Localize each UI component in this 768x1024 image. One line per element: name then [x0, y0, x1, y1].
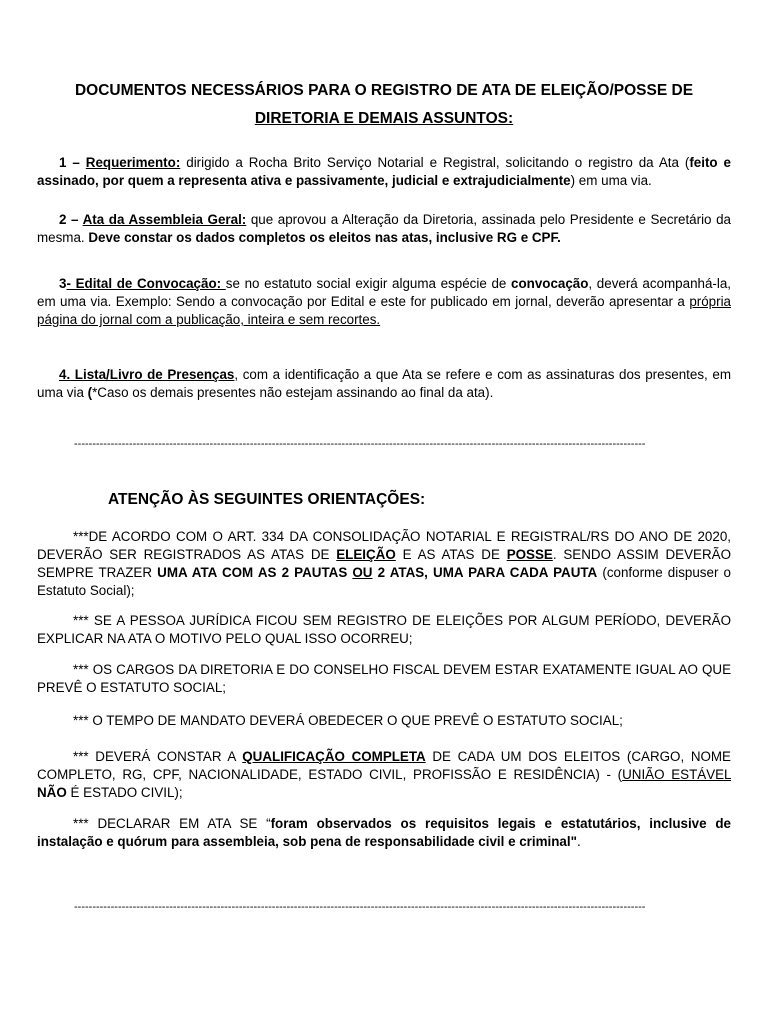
item-4-bold-paren: (: [87, 385, 93, 400]
item-3-underlined-text: própria página do jornal com a publicação, inteira e sem recortes.: [37, 294, 731, 327]
orientation-1-text-3: . SENDO ASSIM DEVERÃO SEMPRE TRAZER: [37, 547, 731, 580]
orientation-6-bold: foram observados os requisitos legais e estatutários, inclusive de instalação e quórum para assembleia, sob pena de responsabilidade civil e criminal": [37, 816, 731, 849]
item-3-text: se no estatuto social exigir alguma espécie de: [225, 276, 512, 291]
orientation-1-bold-2: 2 ATAS, UMA PARA CADA PAUTA: [372, 565, 598, 580]
orientation-5-nao: NÃO: [37, 785, 67, 800]
item-lista-presencas: [37, 366, 731, 402]
item-2-text: que aprovou a Alteração da Diretoria, assinada pelo Presidente e Secretário da mesma.: [37, 212, 731, 245]
orientation-5-text: *** DEVERÁ CONSTAR A: [73, 749, 243, 764]
orientation-1-text-4: (conforme dispuser o Estatuto Social);: [37, 565, 731, 598]
orientation-6-text-end: .: [576, 834, 581, 849]
orientation-5-qualificacao: QUALIFICAÇÃO COMPLETA: [242, 749, 426, 764]
orientation-3: *** OS CARGOS DA DIRETORIA E DO CONSELHO FISCAL DEVEM ESTAR EXATAMENTE IGUAL AO QUE PREVÊ O ESTATUTO SOCIAL;: [37, 662, 731, 695]
item-3-heading: - Edital de Convocação:: [66, 276, 226, 291]
document-title-line-2: DIRETORIA E DEMAIS ASSUNTOS:: [254, 110, 514, 127]
item-2-bold-text: Deve constar os dados completos os eleitos nas atas, inclusive RG e CPF.: [88, 230, 561, 245]
item-2-heading: Ata da Assembleia Geral:: [82, 212, 247, 227]
orientation-6: [37, 815, 731, 851]
item-4-heading: 4. Lista/Livro de Presenças: [59, 367, 235, 382]
item-edital-convocacao: [37, 275, 731, 329]
item-ata-assembleia: [37, 211, 731, 247]
orientation-1-bold-1: UMA ATA COM AS 2 PAUTAS: [157, 565, 353, 580]
orientation-6-text: *** DECLARAR EM ATA SE “: [73, 816, 271, 831]
item-requerimento: [37, 154, 731, 190]
orientation-2: *** SE A PESSOA JURÍDICA FICOU SEM REGISTRO DE ELEIÇÕES POR ALGUM PERÍODO, DEVERÃO EXPLICAR NA ATA O MOTIVO PELO QUAL ISSO OCORREU;: [37, 613, 731, 646]
item-1-text-end: ) em uma via.: [570, 173, 652, 188]
orientation-5-uniao-estavel: UNIÃO ESTÁVEL: [622, 767, 732, 782]
orientation-5-text-2: DE CADA UM DOS ELEITOS (CARGO, NOME COMPLETO, RG, CPF, NACIONALIDADE, ESTADO CIVIL, PROFISSÃO E RESIDÊNCIA) - (: [37, 749, 731, 782]
item-4-text: , com a identificação a que Ata se refere e com as assinaturas dos presentes, em uma via: [37, 367, 731, 400]
item-3-text-2: , deverá acompanhá-la, em uma via. Exemplo: Sendo a convocação por Edital e este for publicado em jornal, deverão apresentar a: [37, 276, 732, 309]
document-title-line-1: DOCUMENTOS NECESSÁRIOS PARA O REGISTRO DE ATA DE ELEIÇÃO/POSSE DE: [74, 82, 694, 99]
orientation-5-text-3: É ESTADO CIVIL);: [66, 785, 183, 800]
item-3-bold-text: convocação: [511, 276, 589, 291]
item-1-number: 1 –: [59, 155, 86, 170]
orientation-1-posse: POSSE: [506, 547, 553, 562]
orientation-1-ou: OU: [352, 565, 373, 580]
separator-line-bottom: ------------------------------------------------------------------------------------------------------------------------------------------------------------: [74, 901, 646, 913]
attention-heading: ATENÇÃO ÀS SEGUINTES ORIENTAÇÕES:: [108, 491, 426, 508]
item-1-bold-text: feito e assinado, por quem a representa ativa e passivamente, judicial e extrajudicialmente: [37, 155, 731, 188]
item-1-text: dirigido a Rocha Brito Serviço Notarial e Registral, solicitando o registro da Ata (: [180, 155, 690, 170]
item-1-heading: Requerimento:: [85, 155, 181, 170]
item-3-number: 3: [59, 276, 67, 291]
orientation-5: [37, 748, 731, 802]
item-2-number: 2 –: [59, 212, 83, 227]
orientation-1-text: ***DE ACORDO COM O ART. 334 DA CONSOLIDAÇÃO NOTARIAL E REGISTRAL/RS DO ANO DE 2020, DEVERÃO SER REGISTRADOS AS ATAS DE: [37, 529, 731, 562]
orientation-4: *** O TEMPO DE MANDATO DEVERÁ OBEDECER O QUE PREVÊ O ESTATUTO SOCIAL;: [73, 713, 623, 728]
separator-line-top: ------------------------------------------------------------------------------------------------------------------------------------------------------------: [74, 438, 646, 450]
orientation-1: [37, 528, 731, 600]
orientation-1-eleicao: ELEIÇÃO: [336, 547, 396, 562]
item-4-text-end: *Caso os demais presentes não estejam assinando ao final da ata).: [92, 385, 494, 400]
orientation-1-text-2: E AS ATAS DE: [395, 547, 507, 562]
